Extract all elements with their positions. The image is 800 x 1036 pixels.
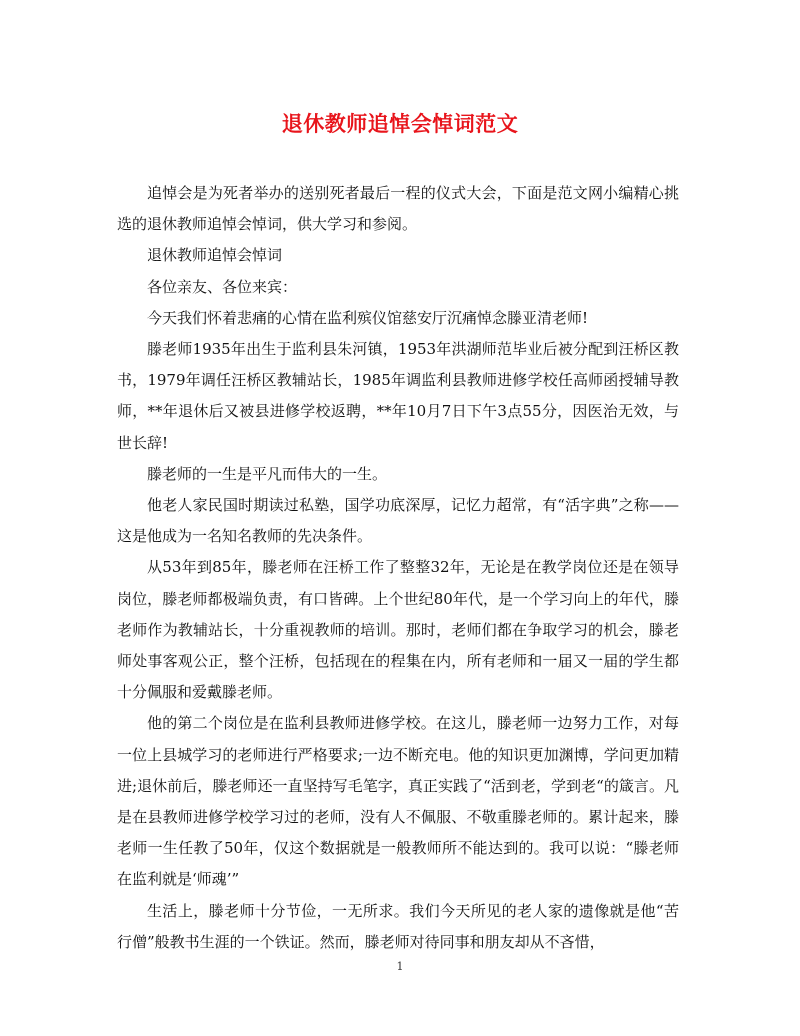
paragraph: 从53年到85年，滕老师在汪桥工作了整整32年，无论是在教学岗位还是在领导岗位，滕老师都极端负责，有口皆碑。上个世纪80年代，是一个学习向上的年代，滕老师作为教辅站长，十分重视教师的培训。那时，老师们都在争取学习的机会，滕老师处事客观公正，整个汪桥，包括现在的程集在内，所有老师和一届又一届的学生都十分佩服和爱戴滕老师。 <box>117 558 679 702</box>
paragraph: 他的第二个岗位是在监利县教师进修学校。在这儿，滕老师一边努力工作，对每一位上县城学习的老师进行严格要求;一边不断充电。他的知识更加渊博，学问更加精进;退休前后，滕老师还一直坚持写毛笔字，真正实践了“活到老，学到老“的箴言。凡是在县教师进修学校学习过的老师，没有人不佩服、不敬重滕老师的。累计起来，滕老师一生任教了50年，仅这个数据就是一般教师所不能达到的。我可以说：“滕老师在监利就是‘师魂’” <box>117 714 679 889</box>
body-text <box>117 178 679 958</box>
paragraph: 滕老师1935年出生于监利县朱河镇，1953年洪湖师范毕业后被分配到汪桥区教书，1979年调任汪桥区教辅站长，1985年调监利县教师进修学校任高师函授辅导教师，**年退休后又被县进修学校返聘，**年10月7日下午3点55分，因医治无效，与世长辞! <box>117 340 679 452</box>
paragraph: 滕老师的一生是平凡而伟大的一生。 <box>147 464 388 483</box>
paragraph: 生活上，滕老师十分节俭，一无所求。我们今天所见的老人家的遗像就是他“苦行僧”般教书生涯的一个铁证。然而，滕老师对待同事和朋友却从不吝惜， <box>117 901 679 951</box>
paragraph: 今天我们怀着悲痛的心情在监利殡仪馆慈安厅沉痛悼念滕亚清老师! <box>147 308 589 327</box>
paragraph: 各位亲友、各位来宾： <box>147 277 298 296</box>
paragraph: 追悼会是为死者举办的送别死者最后一程的仪式大会，下面是范文网小编精心挑选的退休教师追悼会悼词，供大学习和参阅。 <box>117 184 679 234</box>
page-number: 1 <box>396 960 404 973</box>
page-title: 退休教师追悼会悼词范文 <box>281 111 519 136</box>
paragraph: 退休教师追悼会悼词 <box>147 246 283 265</box>
paragraph: 他老人家民国时期读过私塾，国学功底深厚，记忆力超常，有“活字典”之称——这是他成为一名知名教师的先决条件。 <box>117 496 679 546</box>
